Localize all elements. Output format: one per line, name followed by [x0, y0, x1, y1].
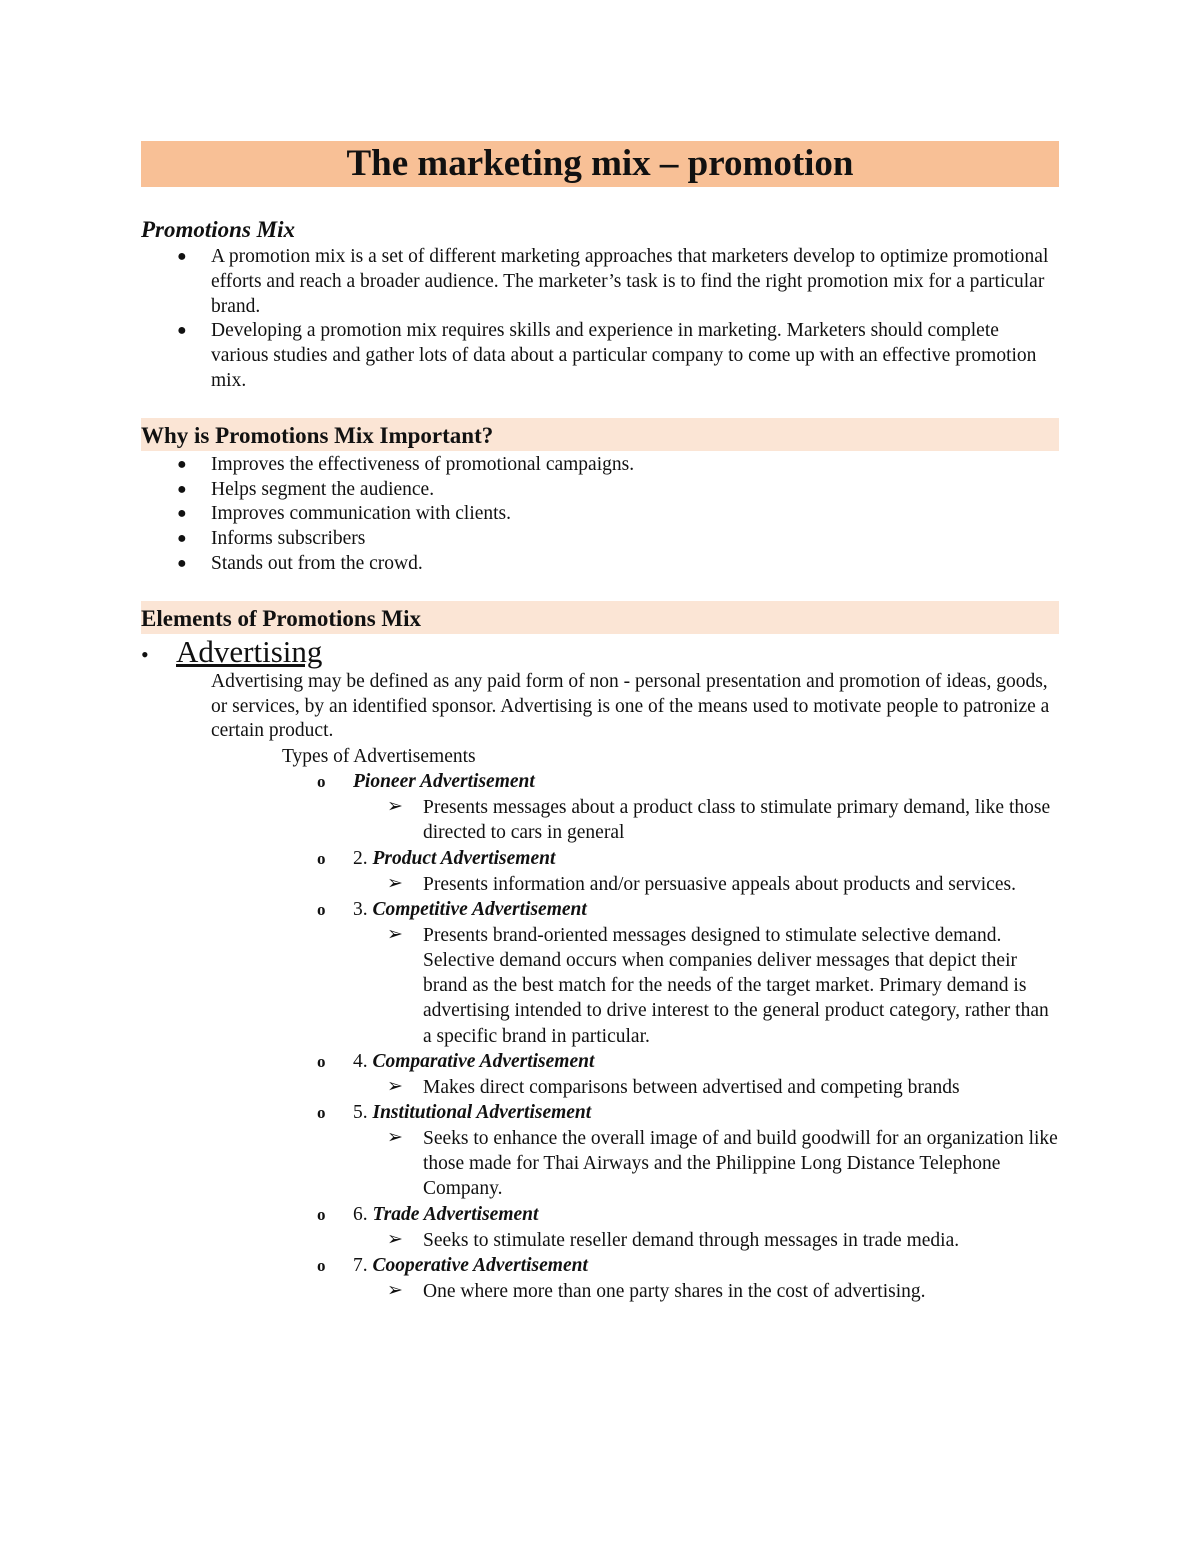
promotions-mix-heading: Promotions Mix	[141, 217, 296, 242]
arrow-bullet-icon: ➢	[387, 1228, 403, 1250]
type-description: ➢ Seeks to enhance the overall image of and build goodwill for an organization like those made for Thai Airways and the Philippine Long Distance Telephone Company.	[387, 1126, 1058, 1200]
advertising-heading	[141, 633, 1059, 670]
circle-bullet-icon: o	[317, 1051, 326, 1071]
bullet-icon: ●	[177, 530, 187, 548]
circle-bullet-icon: o	[317, 899, 326, 919]
bullet-icon: ●	[177, 455, 187, 473]
type-block	[141, 1100, 1059, 1202]
type-description: ➢ Presents brand-oriented messages designed to stimulate selective demand. Selective demand occurs when companies deliver messages that depict their brand as the best match for the needs of the target market. Primary demand is advertising intended to drive interest to the general product category, rather than a specific brand in particular.	[387, 923, 1049, 1047]
arrow-bullet-icon: ➢	[387, 872, 403, 894]
type-block	[141, 897, 1059, 1049]
type-item: o 3. Competitive Advertisement	[317, 898, 587, 920]
list-item: ● Helps segment the audience.	[141, 478, 1059, 503]
type-item: o 6. Trade Advertisement	[317, 1203, 539, 1225]
circle-bullet-icon: o	[317, 1255, 326, 1275]
type-block	[141, 1202, 1059, 1253]
page-title: The marketing mix – promotion	[346, 143, 854, 184]
promotions-mix-list	[141, 245, 1059, 394]
arrow-bullet-icon: ➢	[387, 1279, 403, 1301]
title-banner	[141, 141, 1059, 187]
list-item: ● Developing a promotion mix requires skills and experience in marketing. Marketers should complete various studies and gather lots of data about a particular company to come up with an effective promotion mix.	[177, 320, 1037, 391]
circle-bullet-icon: o	[317, 1102, 326, 1122]
type-item: o 4. Comparative Advertisement	[317, 1050, 595, 1072]
advertising-definition: Advertising may be defined as any paid form of non - personal presentation and promotion of ideas, goods, or services, by an identified sponsor. Advertising is one of the means used to motivate people to patronize a certain product.	[211, 670, 1050, 742]
types-label: Types of Advertisements	[282, 746, 476, 768]
circle-bullet-icon: o	[317, 848, 326, 868]
bullet-icon: ●	[177, 554, 187, 572]
list-item: ● Improves the effectiveness of promotional campaigns.	[141, 453, 1059, 478]
types-list	[141, 769, 1059, 1304]
type-item: o 7. Cooperative Advertisement	[317, 1254, 588, 1276]
why-important-list	[141, 453, 1059, 577]
circle-bullet-icon: o	[317, 772, 326, 792]
type-description: ➢ Makes direct comparisons between advertised and competing brands	[387, 1075, 960, 1098]
list-item: ● Improves communication with clients.	[141, 502, 1059, 527]
type-block	[141, 1049, 1059, 1100]
circle-bullet-icon: o	[317, 1204, 326, 1224]
arrow-bullet-icon: ➢	[387, 1075, 403, 1097]
elements-heading: Elements of Promotions Mix	[141, 601, 1059, 634]
type-description: ➢ Presents messages about a product class to stimulate primary demand, like those directed to cars in general	[387, 796, 1051, 844]
type-description: ➢ One where more than one party shares in the cost of advertising.	[387, 1279, 926, 1302]
type-item: o 5. Institutional Advertisement	[317, 1101, 592, 1123]
bullet-icon: •	[141, 641, 149, 667]
bullet-icon: ●	[177, 480, 187, 498]
type-description: ➢ Seeks to stimulate reseller demand through messages in trade media.	[387, 1228, 960, 1251]
type-item: o 2. Product Advertisement	[317, 847, 556, 869]
type-block	[141, 1253, 1059, 1304]
type-block	[141, 846, 1059, 897]
bullet-icon: ●	[177, 248, 187, 265]
type-description: ➢ Presents information and/or persuasive appeals about products and services.	[387, 872, 1016, 895]
arrow-bullet-icon: ➢	[387, 1126, 403, 1148]
arrow-bullet-icon: ➢	[387, 923, 403, 945]
bullet-icon: ●	[177, 322, 187, 340]
type-item: o Pioneer Advertisement	[317, 771, 535, 793]
bullet-icon: ●	[177, 505, 187, 523]
type-block	[141, 769, 1059, 845]
list-item: ● Stands out from the crowd.	[141, 552, 1059, 577]
why-important-heading: Why is Promotions Mix Important?	[141, 418, 1059, 451]
advertising-label: Advertising	[176, 633, 323, 669]
list-item: ● Informs subscribers	[141, 527, 1059, 552]
list-item: ● A promotion mix is a set of different marketing approaches that marketers develop to optimize promotional efforts and reach a broader audience. The marketer’s task is to find the right promotion mix for a particular brand.	[177, 246, 1049, 317]
document-page	[141, 141, 1059, 1304]
arrow-bullet-icon: ➢	[387, 796, 403, 818]
